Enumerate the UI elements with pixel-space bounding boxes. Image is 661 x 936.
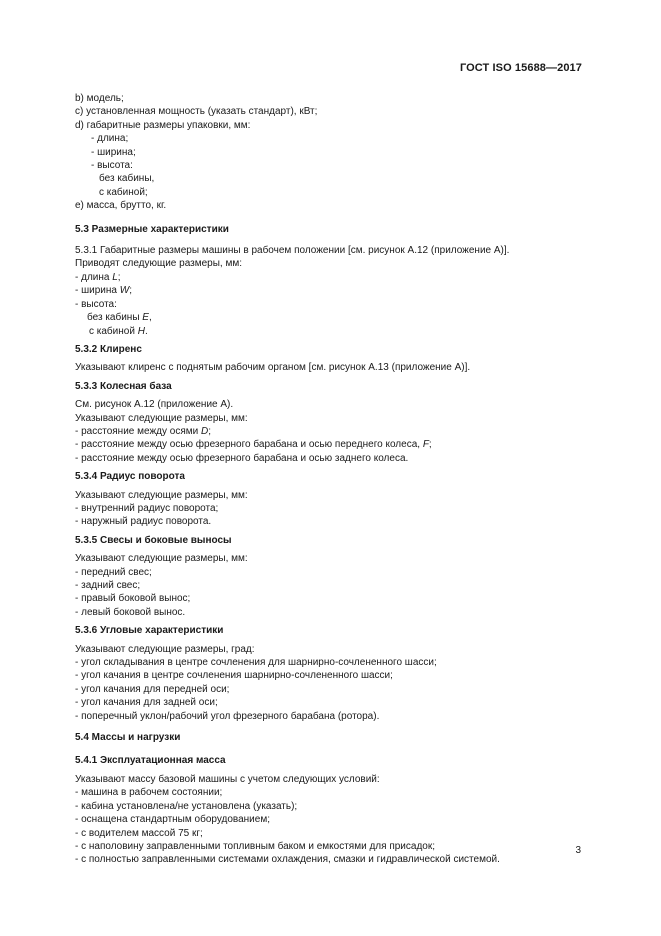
section-heading-5-3-3: 5.3.3 Колесная база — [75, 380, 172, 392]
list-item: - с наполовину заправленными топливным баком и емкостями для присадок; — [75, 840, 435, 852]
document-body — [75, 92, 595, 867]
section-heading-5-3: 5.3 Размерные характеристики — [75, 223, 229, 235]
section-heading-5-3-4: 5.3.4 Радиус поворота — [75, 471, 185, 483]
paragraph-text: См. рисунок А.12 (приложение А). — [75, 399, 234, 411]
list-item: - передний свес; — [75, 566, 152, 578]
list-item: - угол складывания в центре сочленения для шарнирно-сочлененного шасси; — [75, 657, 437, 669]
paragraph-text: Указывают следующие размеры, мм: — [75, 553, 248, 565]
list-subsubitem: с кабиной; — [99, 186, 148, 198]
paragraph-text: Указывают следующие размеры, мм: — [75, 489, 248, 501]
list-item: - машина в рабочем состоянии; — [75, 787, 223, 799]
list-subitem: - высота: — [91, 160, 133, 172]
list-item: - ширина W; — [75, 285, 132, 297]
list-item: - расстояние между осью фрезерного барабана и осью переднего колеса, F; — [75, 439, 432, 451]
list-item: - угол качания для передней оси; — [75, 683, 230, 695]
list-subitem: без кабины E, — [87, 312, 152, 324]
paragraph-5-3-1: 5.3.1 Габаритные размеры машины в рабочем положении [см. рисунок А.12 (приложение А)]. — [75, 245, 510, 257]
list-item: - поперечный уклон/рабочий угол фрезерного барабана (ротора). — [75, 710, 380, 722]
paragraph-text: Указывают клиренс с поднятым рабочим органом [см. рисунок А.13 (приложение А)]. — [75, 362, 471, 374]
paragraph-text: Указывают массу базовой машины с учетом следующих условий: — [75, 773, 380, 785]
list-item: - угол качания в центре сочленения шарнирно-сочлененного шасси; — [75, 670, 393, 682]
list-item: - левый боковой вынос. — [75, 606, 186, 618]
list-item: - внутренний радиус поворота; — [75, 502, 219, 514]
page-number: 3 — [575, 845, 581, 856]
list-item: - длина L; — [75, 271, 121, 283]
list-item: - оснащена стандартным оборудованием; — [75, 814, 270, 826]
section-heading-5-4-1: 5.4.1 Эксплуатационная масса — [75, 755, 226, 767]
paragraph-text: Указывают следующие размеры, град: — [75, 643, 255, 655]
list-subitem: с кабиной H. — [89, 325, 148, 337]
list-subsubitem: без кабины, — [99, 173, 155, 185]
list-item: - с полностью заправленными системами охлаждения, смазки и гидравлической системой. — [75, 854, 500, 866]
list-item: - наружный радиус поворота. — [75, 516, 212, 528]
list-item: - задний свес; — [75, 580, 141, 591]
paragraph-text: Приводят следующие размеры, мм: — [75, 258, 243, 270]
list-item: - высота: — [75, 298, 117, 310]
list-item: - кабина установлена/не установлена (указать); — [75, 800, 298, 812]
list-item: - расстояние между осью фрезерного барабана и осью заднего колеса. — [75, 452, 409, 464]
list-item-b: b) модель; — [75, 93, 124, 104]
section-heading-5-3-5: 5.3.5 Свесы и боковые выносы — [75, 534, 232, 546]
list-item-e: e) масса, брутто, кг. — [75, 200, 167, 212]
section-heading-5-3-6: 5.3.6 Угловые характеристики — [75, 625, 224, 637]
standard-header: ГОСТ ISO 15688—2017 — [459, 62, 582, 74]
list-item: - с водителем массой 75 кг; — [75, 827, 203, 839]
list-subitem: - ширина; — [91, 146, 136, 158]
list-subitem: - длина; — [91, 133, 129, 145]
paragraph-text: Указывают следующие размеры, мм: — [75, 412, 248, 424]
section-heading-5-3-2: 5.3.2 Клиренс — [75, 343, 142, 355]
list-item-d: d) габаритные размеры упаковки, мм: — [75, 119, 251, 131]
section-heading-5-4: 5.4 Массы и нагрузки — [75, 732, 181, 744]
list-item: - правый боковой вынос; — [75, 593, 191, 605]
list-item: - угол качания для задней оси; — [75, 697, 218, 709]
list-item: - расстояние между осями D; — [75, 425, 211, 437]
list-item-c: c) установленная мощность (указать стандарт), кВт; — [75, 106, 318, 118]
